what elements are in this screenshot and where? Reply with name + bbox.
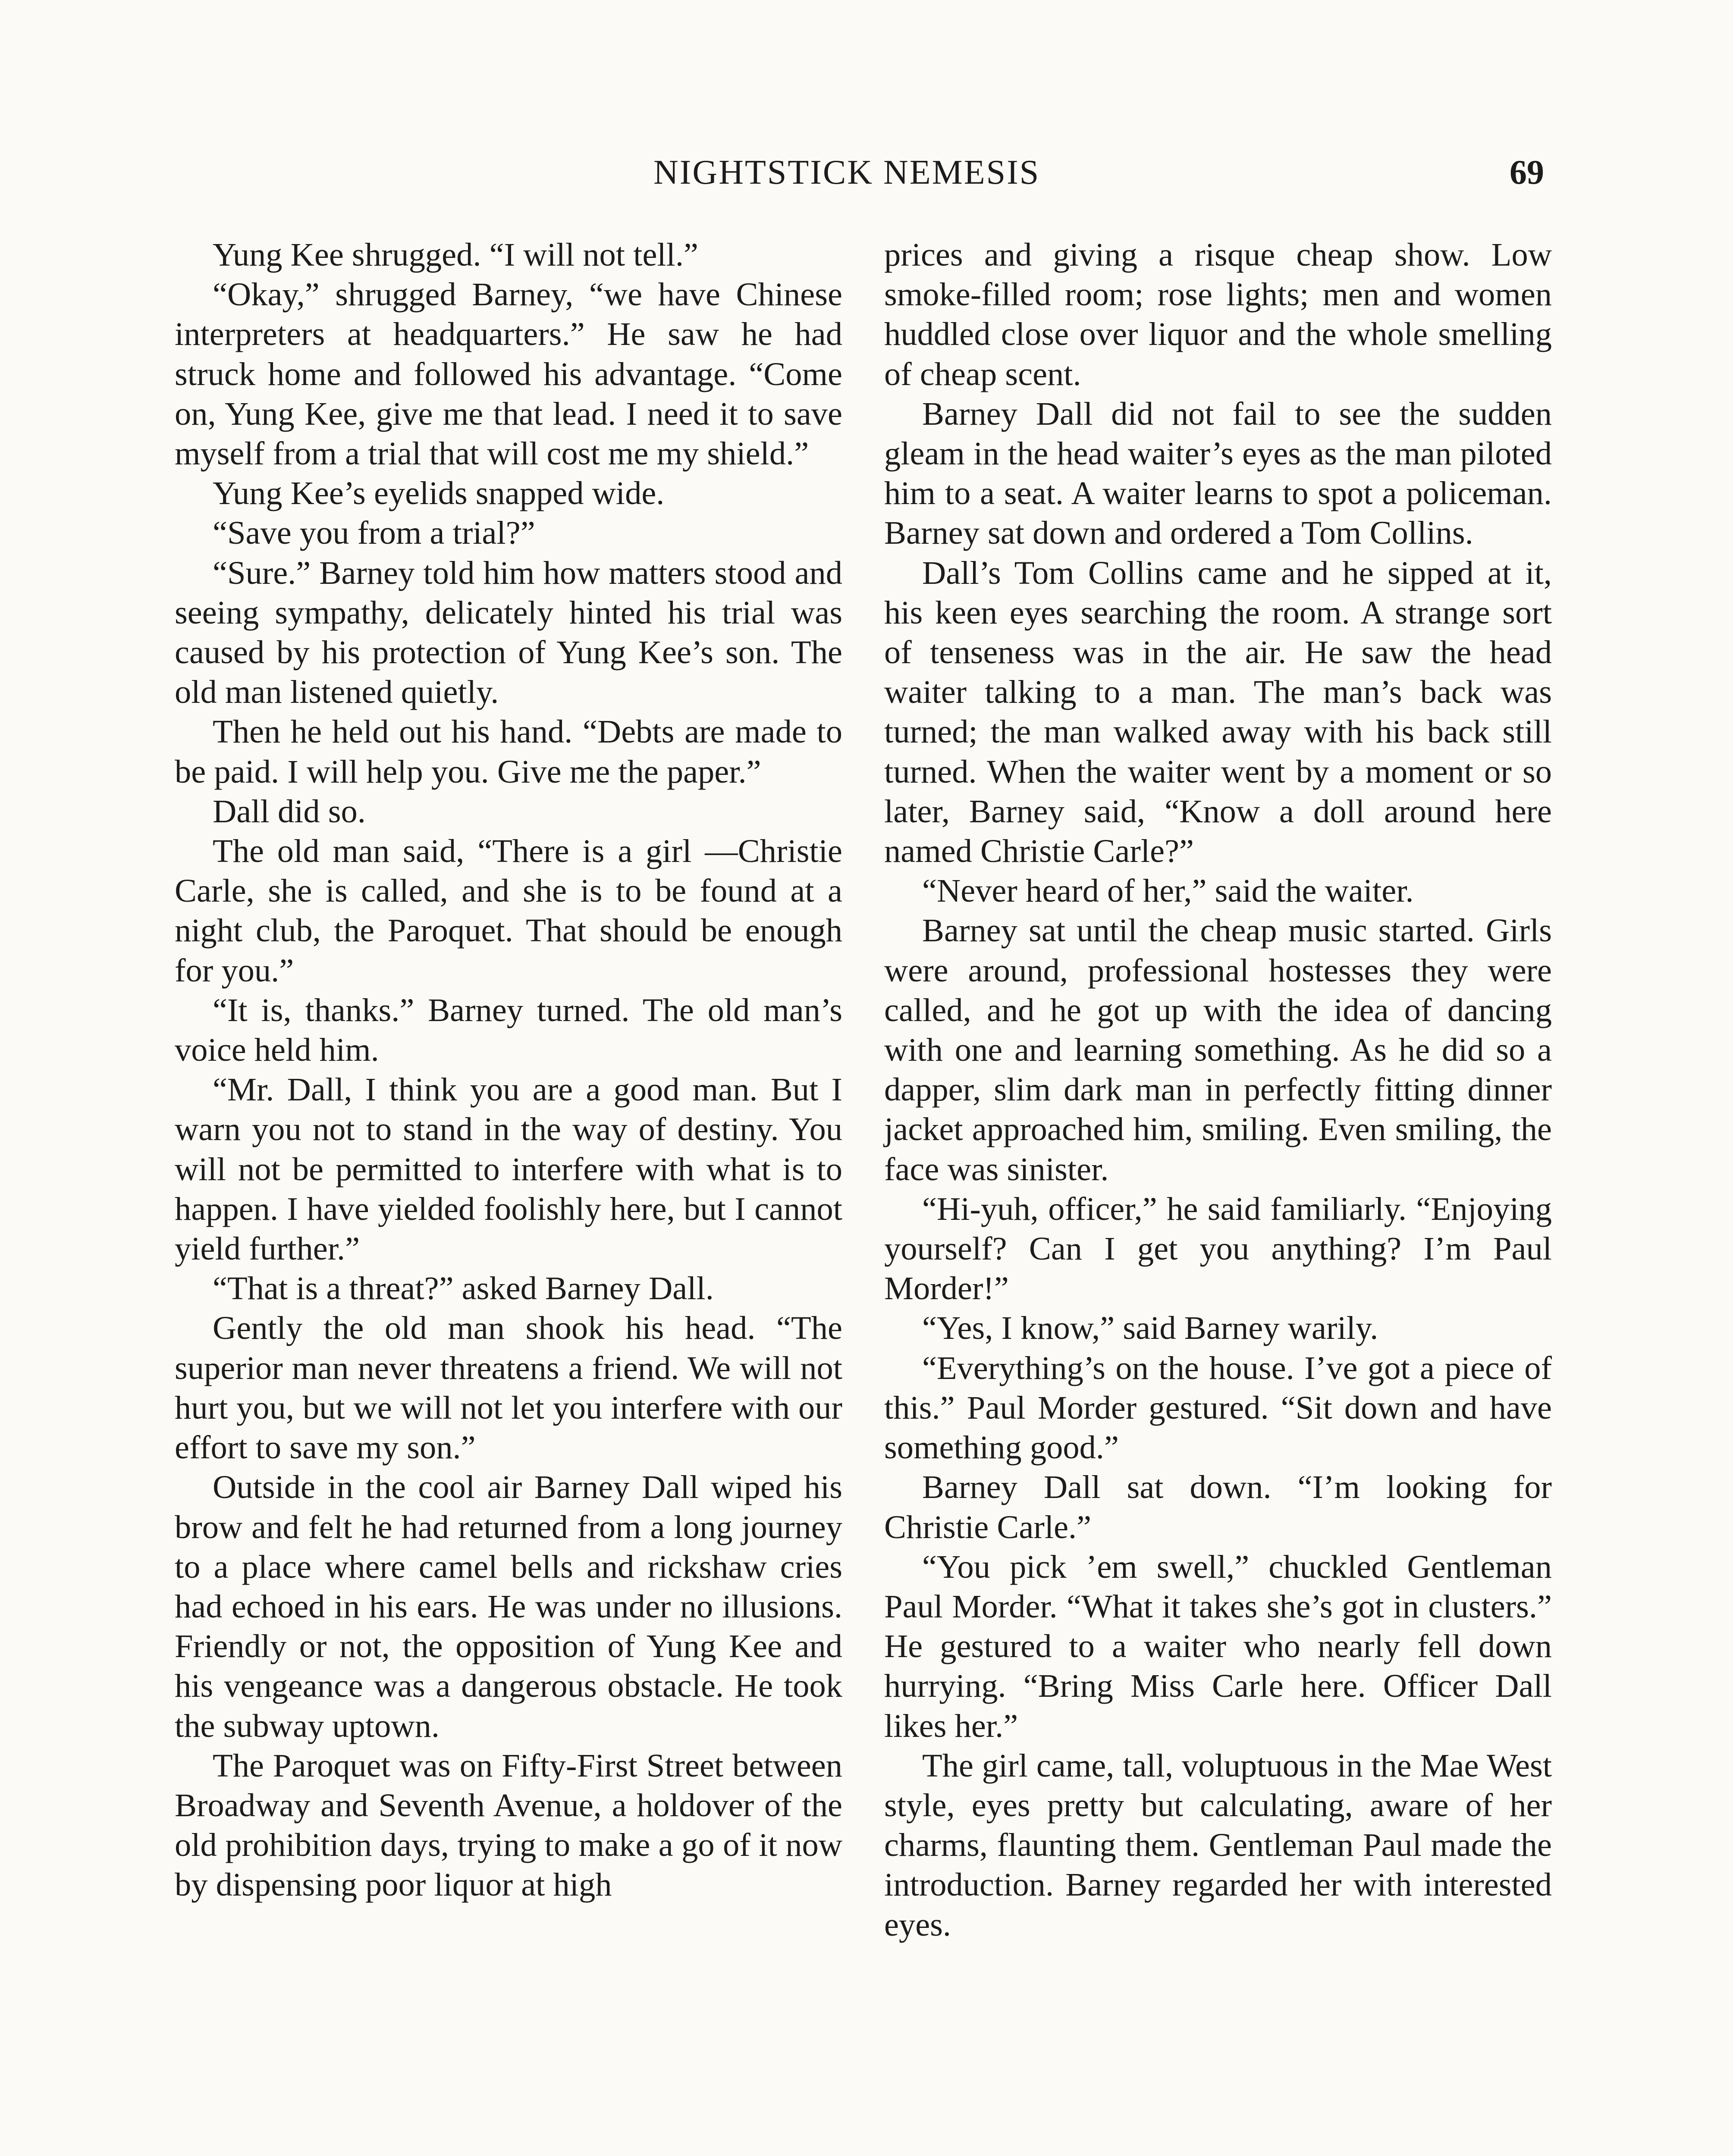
paragraph: “That is a threat?” asked Barney Dall. [213,1270,714,1307]
paragraph: The girl came, tall, voluptuous in the Mae West style, eyes pretty but calculating, aware of her charms, flaunting them. Gentleman Paul made the introduction. Barney regarded her with interested eyes. [884,1747,1552,1943]
paragraph: “Everything’s on the house. I’ve got a piece of this.” Paul Morder gestured. “Sit down and have something good.” [884,1349,1552,1466]
paragraph: Yung Kee’s eyelids snapped wide. [213,475,665,512]
paragraph: Dall did so. [213,793,366,830]
page-header [173,153,1544,205]
paragraph-continued: prices and giving a risque cheap show. Low smoke-filled room; rose lights; men and women huddled close over liquor and the whole smelling of cheap scent. [884,236,1552,392]
paragraph: “It is, thanks.” Barney turned. The old man’s voice held him. [175,991,842,1069]
paragraph: “Hi-yuh, officer,” he said familiarly. “Enjoying yourself? Can I get you anything? I’m Paul Morder!” [884,1190,1552,1307]
paragraph: The old man said, “There is a girl —Christie Carle, she is called, and she is to be found at a night club, the Paroquet. That should be enough for you.” [175,833,842,989]
paragraph: The Paroquet was on Fifty-First Street between Broadway and Seventh Avenue, a holdover of the old prohibition days, trying to make a go of it now by dispensing poor liquor at high [175,1747,842,1903]
paragraph: Outside in the cool air Barney Dall wiped his brow and felt he had returned from a long journey to a place where camel bells and rickshaw cries had echoed in his ears. He was under no illusions. Friendly or not, the opposition of Yung Kee and his vengeance was a dangerous obstacle. He took the subway uptown. [175,1469,842,1744]
paragraph: “Never heard of her,” said the waiter. [922,872,1414,909]
paragraph: Barney Dall sat down. “I’m looking for Christie Carle.” [884,1469,1552,1545]
running-title: NIGHTSTICK NEMESIS [653,154,1040,191]
right-column [884,235,1552,1945]
paragraph: Yung Kee shrugged. “I will not tell.” [213,236,698,273]
paragraph: Barney sat until the cheap music started. Girls were around, professional hostesses they were called, and he got up with the idea of dancing with one and learning something. As he did so a dapper, slim dark man in perfectly fitting dinner jacket approached him, smiling. Even smiling, the face was sinister. [884,912,1552,1188]
paragraph: “Save you from a trial?” [213,514,535,552]
paragraph: “You pick ’em swell,” chuckled Gentleman Paul Morder. “What it takes she’s got in clusters.” He gestured to a waiter who nearly fell down hurrying. “Bring Miss Carle here. Officer Dall likes her.” [884,1548,1552,1744]
paragraph: Then he held out his hand. “Debts are made to be paid. I will help you. Give me the paper.” [175,713,842,790]
paragraph: “Okay,” shrugged Barney, “we have Chinese interpreters at headquarters.” He saw he had struck home and followed his advantage. “Come on, Yung Kee, give me that lead. I need it to save myself from a trial that will cost me my shield.” [175,276,842,472]
left-column [175,235,842,1905]
paragraph: Dall’s Tom Collins came and he sipped at it, his keen eyes searching the room. A strange sort of tenseness was in the air. He saw the head waiter talking to a man. The man’s back was turned; the man walked away with his back still turned. When the waiter went by a moment or so later, Barney said, “Know a doll around here named Christie Carle?” [884,554,1552,870]
paragraph: “Yes, I know,” said Barney warily. [922,1310,1378,1347]
paragraph: Gently the old man shook his head. “The superior man never threatens a friend. We will not hurt you, but we will not let you interfere with our effort to save my son.” [175,1310,842,1466]
paragraph: “Mr. Dall, I think you are a good man. But I warn you not to stand in the way of destiny. You will not be permitted to interfere with what is to happen. I have yielded foolishly here, but I cannot yield further.” [175,1071,842,1267]
paragraph: Barney Dall did not fail to see the sudden gleam in the head waiter’s eyes as the man piloted him to a seat. A waiter learns to spot a policeman. Barney sat down and ordered a Tom Collins. [884,395,1552,552]
paragraph: “Sure.” Barney told him how matters stood and seeing sympathy, delicately hinted his trial was caused by his protection of Yung Kee’s son. The old man listened quietly. [175,554,842,711]
page-number: 69 [1510,154,1544,191]
